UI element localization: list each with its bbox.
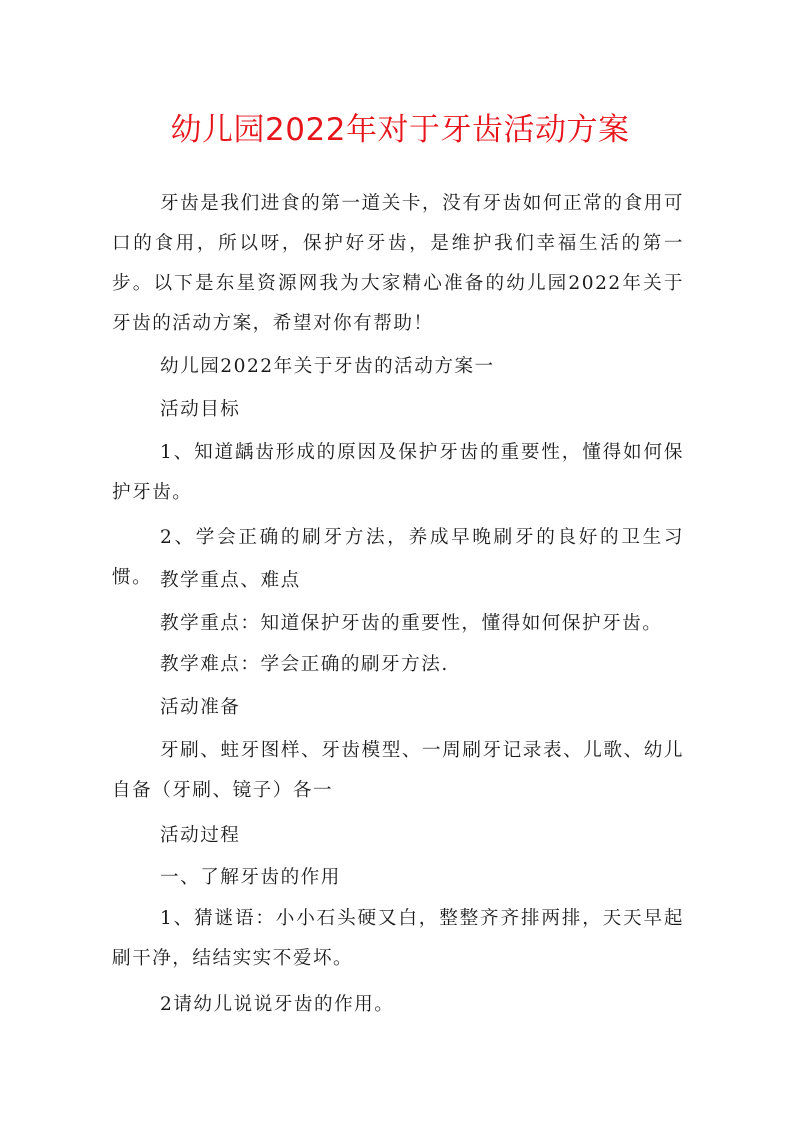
teeth-function-item: 2请幼儿说说牙齿的作用。	[160, 994, 395, 1015]
document-title: 幼儿园2022年对于牙齿活动方案	[170, 112, 630, 148]
goal-item-1: 1、知道龋齿形成的原因及保护牙齿的重要性，懂得如何保护牙齿。	[112, 442, 684, 503]
teaching-focus: 教学重点：知道保护牙齿的重要性，懂得如何保护牙齿。	[160, 613, 663, 634]
process-heading: 活动过程	[160, 825, 241, 846]
activity-goals-heading: 活动目标	[160, 399, 241, 420]
intro-paragraph: 牙齿是我们进食的第一道关卡，没有牙齿如何正常的食用可口的食用，所以呀，保护好牙齿，是维护我们幸福生活的第一步。以下是东星资源网我为大家精心准备的幼儿园2022年关于牙齿的活动方案，希望对你有帮助！	[112, 193, 684, 334]
key-points-heading: 教学重点、难点	[160, 570, 301, 591]
preparation-heading: 活动准备	[160, 697, 241, 718]
goal-item-2: 2、学会正确的刷牙方法，养成早晚刷牙的良好的卫生习惯。	[112, 527, 684, 588]
teaching-difficulty: 教学难点：学会正确的刷牙方法.	[160, 654, 449, 675]
section-one-heading: 一、了解牙齿的作用	[160, 867, 341, 888]
preparation-list: 牙刷、蛀牙图样、牙齿模型、一周刷牙记录表、儿歌、幼儿自备（牙刷、镜子）各一	[112, 740, 684, 801]
riddle-paragraph: 1、猜谜语：小小石头硬又白，整整齐齐排两排，天天早起刷干净，结结实实不爱坏。	[112, 908, 684, 969]
plan-one-heading: 幼儿园2022年关于牙齿的活动方案一	[160, 356, 495, 377]
